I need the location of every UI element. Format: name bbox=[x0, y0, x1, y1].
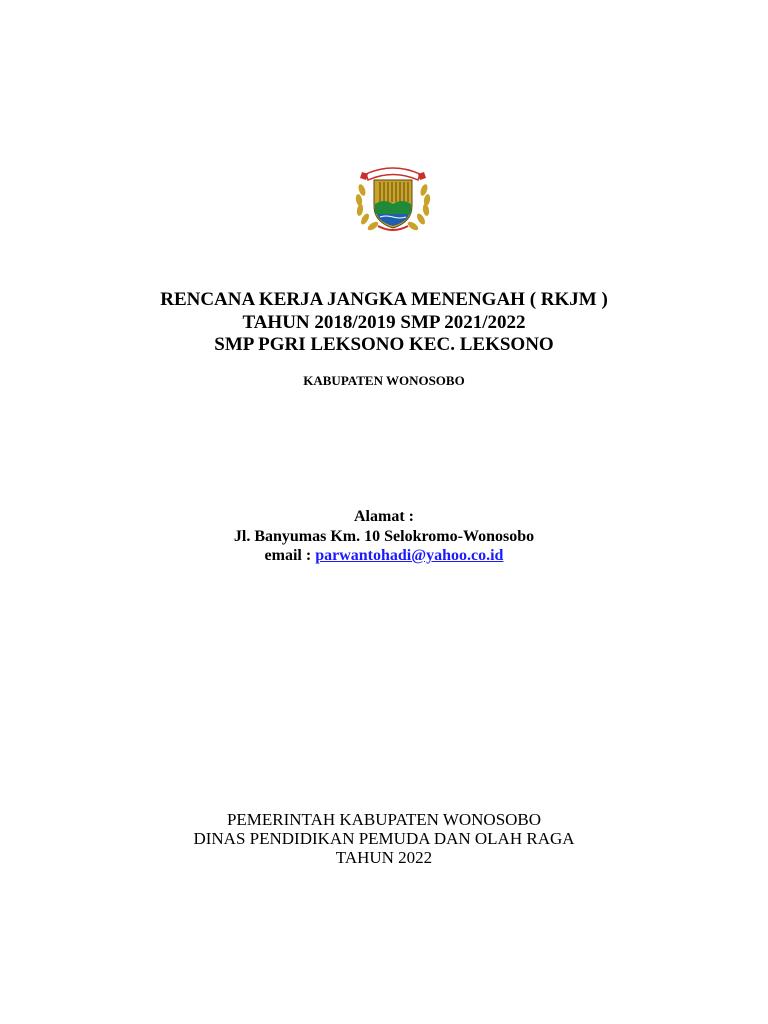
email-row bbox=[0, 546, 768, 566]
footer-line-2: DINAS PENDIDIKAN PEMUDA DAN OLAH RAGA bbox=[193, 829, 575, 848]
address-street: Jl. Banyumas Km. 10 Selokromo-Wonosobo bbox=[233, 528, 535, 545]
top-ribbon bbox=[366, 168, 420, 180]
title-line-3: SMP PGRI LEKSONO KEC. LEKSONO bbox=[214, 334, 554, 355]
footer-line-1: PEMERINTAH KABUPATEN WONOSOBO bbox=[226, 810, 542, 829]
wonosobo-regency-emblem-icon bbox=[352, 160, 434, 234]
shield bbox=[374, 180, 412, 228]
title-line-2: TAHUN 2018/2019 SMP 2021/2022 bbox=[242, 312, 526, 333]
address-label: Alamat : bbox=[354, 508, 414, 525]
title-line-1: RENCANA KERJA JANGKA MENENGAH ( RKJM ) bbox=[160, 289, 608, 310]
regency-name: KABUPATEN WONOSOBO bbox=[303, 373, 465, 388]
footer-line-3: TAHUN 2022 bbox=[335, 848, 433, 867]
email-label: email : bbox=[264, 547, 312, 564]
email-link[interactable]: parwantohadi@yahoo.co.id bbox=[315, 547, 504, 564]
